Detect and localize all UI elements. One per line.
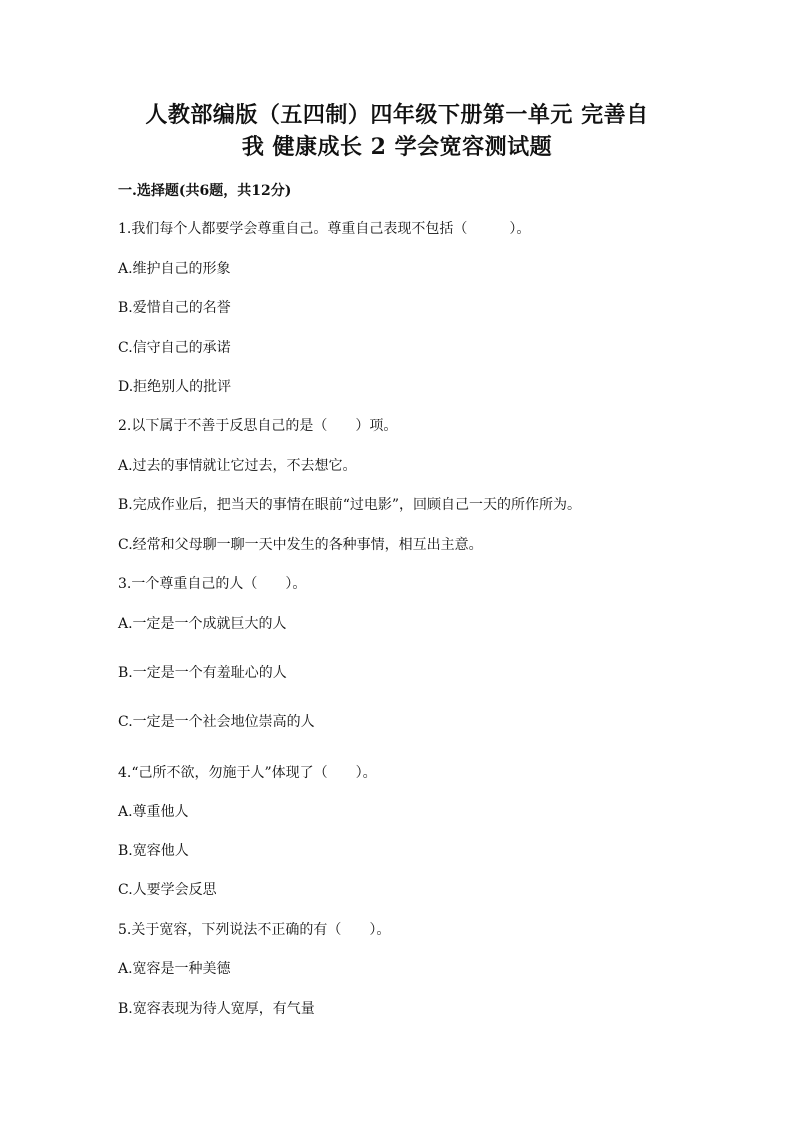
question-5-option-b: B.宽容表现为待人宽厚，有气量 xyxy=(118,1001,315,1017)
question-1-option-b: B.爱惜自己的名誉 xyxy=(118,300,231,316)
question-4-stem: 4.“己所不欲，勿施于人”体现了（ ）。 xyxy=(118,765,377,781)
question-2-option-c: C.经常和父母聊一聊一天中发生的各种事情，相互出主意。 xyxy=(118,537,483,553)
question-5-option-a: A.宽容是一种美德 xyxy=(118,961,231,977)
question-3-stem: 3.一个尊重自己的人（ ）。 xyxy=(118,576,307,592)
document-title-line-2: 我 健康成长 2 学会宽容测试题 xyxy=(241,134,553,160)
question-2-option-b: B.完成作业后，把当天的事情在眼前“过电影”，回顾自己一天的所作所为。 xyxy=(118,497,582,513)
question-3-option-c: C.一定是一个社会地位崇高的人 xyxy=(118,714,315,730)
question-4-option-a: A.尊重他人 xyxy=(118,804,189,820)
question-1-stem: 1.我们每个人都要学会尊重自己。尊重自己表现不包括（ ）。 xyxy=(118,221,531,237)
question-1-option-a: A.维护自己的形象 xyxy=(118,261,231,277)
document-title-line-1: 人教部编版（五四制）四年级下册第一单元 完善自 xyxy=(145,102,649,128)
question-1-option-d: D.拒绝别人的批评 xyxy=(118,379,232,395)
question-3-option-a: A.一定是一个成就巨大的人 xyxy=(118,616,287,632)
question-4-option-c: C.人要学会反思 xyxy=(118,882,217,898)
question-5-stem: 5.关于宽容，下列说法不正确的有（ ）。 xyxy=(118,922,391,938)
section-heading: 一.选择题(共6题，共12分) xyxy=(118,183,292,199)
question-4-option-b: B.宽容他人 xyxy=(118,843,189,859)
question-3-option-b: B.一定是一个有羞耻心的人 xyxy=(118,665,287,681)
question-2-stem: 2.以下属于不善于反思自己的是（ ）项。 xyxy=(118,418,398,434)
question-1-option-c: C.信守自己的承诺 xyxy=(118,340,231,356)
question-2-option-a: A.过去的事情就让它过去，不去想它。 xyxy=(118,458,357,474)
